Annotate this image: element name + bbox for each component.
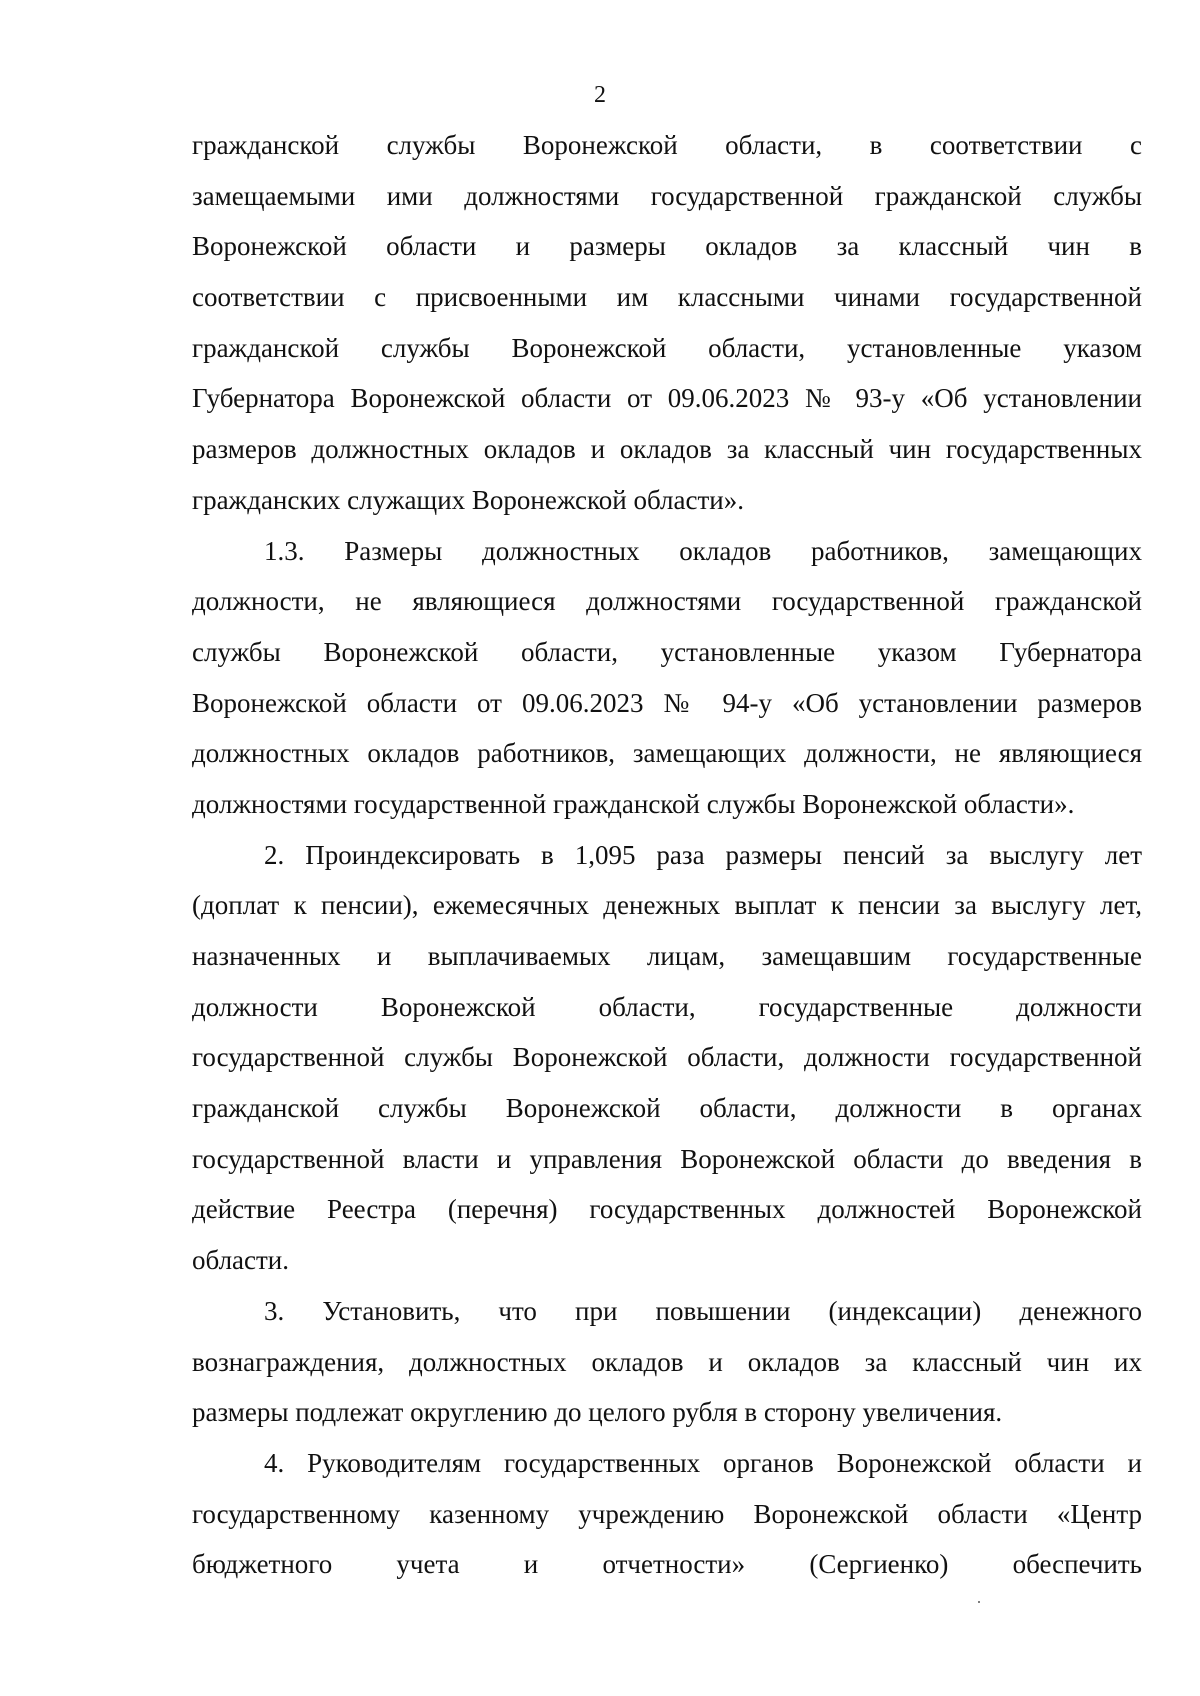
paragraph-2: [192, 830, 1142, 1286]
text-line: области.: [192, 1245, 290, 1276]
text-line: соответствии с присвоенными им классными чинами государственной: [192, 282, 1142, 313]
text-line: гражданских служащих Воронежской области».: [192, 484, 744, 515]
text-line: замещаемыми ими должностями государственной гражданской службы: [192, 180, 1142, 211]
text-line: должности Воронежской области, государственные должности: [192, 991, 1142, 1022]
text-line: гражданской службы Воронежской области, в соответствии с: [192, 130, 1142, 160]
paragraph-4: [192, 1438, 1142, 1590]
text-line: Губернатора Воронежской области от 09.06.2023 № 93-у «Об установлении: [192, 383, 1142, 414]
text-line: службы Воронежской области, установленные указом Губернатора: [192, 636, 1142, 667]
text-line: должности, не являющиеся должностями государственной гражданской: [192, 586, 1142, 617]
text-line: государственной службы Воронежской области, должности государственной: [192, 1042, 1142, 1073]
text-line: действие Реестра (перечня) государственных должностей Воронежской: [192, 1194, 1142, 1225]
text-line: 2. Проиндексировать в 1,095 раза размеры пенсий за выслугу лет: [264, 839, 1142, 870]
text-line: размеров должностных окладов и окладов за классный чин государственных: [192, 434, 1142, 465]
text-line: должностями государственной гражданской службы Воронежской области».: [192, 788, 1075, 819]
text-line: 3. Установить, что при повышении (индексации) денежного: [264, 1295, 1142, 1326]
text-line: бюджетного учета и отчетности» (Сергиенко) обеспечить: [192, 1549, 1142, 1580]
text-line: Воронежской области и размеры окладов за классный чин в: [192, 231, 1142, 262]
text-line: Воронежской области от 09.06.2023 № 94-у «Об установлении размеров: [192, 687, 1142, 718]
text-line: 4. Руководителям государственных органов Воронежской области и: [264, 1447, 1142, 1478]
text-line: должностных окладов работников, замещающих должности, не являющиеся: [192, 738, 1142, 769]
paragraph-1-3: [192, 526, 1142, 830]
paragraph-1-3-continuation: [192, 120, 1142, 526]
text-line: гражданской службы Воронежской области, должности в органах: [192, 1093, 1142, 1124]
text-line: назначенных и выплачиваемых лицам, замещавшим государственные: [192, 941, 1142, 971]
text-line: (доплат к пенсии), ежемесячных денежных выплат к пенсии за выслугу лет,: [192, 890, 1142, 921]
page-number: 2: [594, 82, 606, 108]
paragraph-3: [192, 1286, 1142, 1438]
document-body: [192, 120, 1142, 1590]
scan-speck: [978, 1601, 980, 1603]
text-line: вознаграждения, должностных окладов и окладов за классный чин их: [192, 1346, 1142, 1377]
text-line: государственному казенному учреждению Воронежской области «Центр: [192, 1498, 1142, 1529]
text-line: государственной власти и управления Воронежской области до введения в: [192, 1143, 1142, 1174]
text-line: 1.3. Размеры должностных окладов работников, замещающих: [264, 535, 1142, 566]
text-line: гражданской службы Воронежской области, установленные указом: [192, 332, 1142, 363]
text-line: размеры подлежат округлению до целого рубля в сторону увеличения.: [192, 1397, 1003, 1428]
